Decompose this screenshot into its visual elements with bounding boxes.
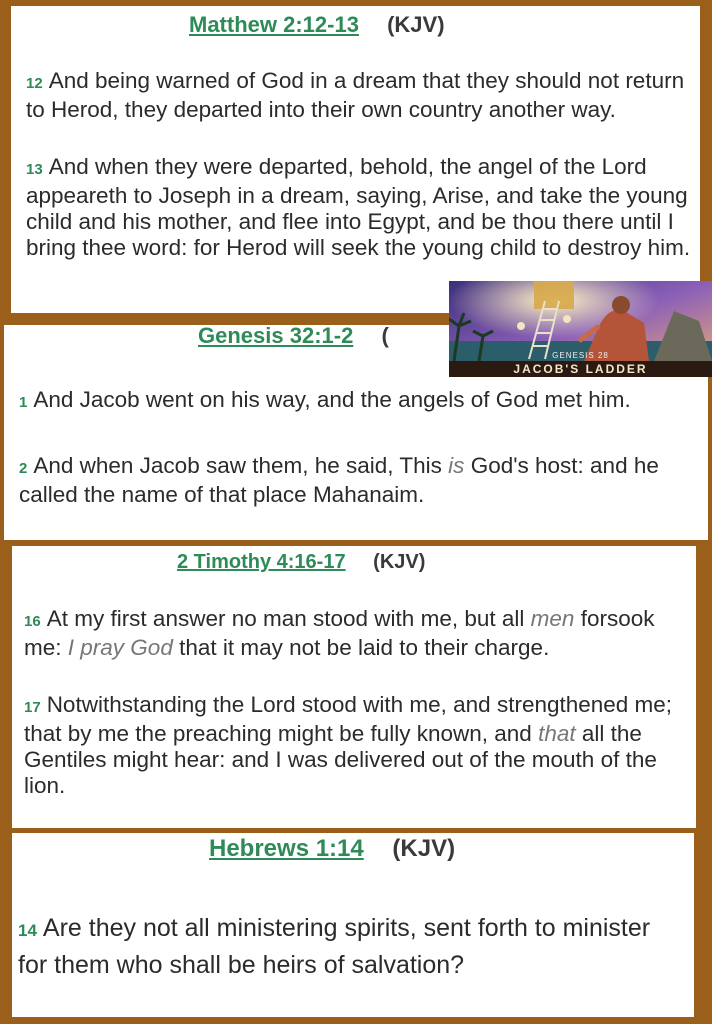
verse-text: Are they not all ministering spirits, sent forth to minister for them who shall be heirs of salvation? — [18, 914, 651, 979]
verse-italic: is — [448, 453, 465, 478]
verse-number: 17 — [24, 699, 41, 716]
verse-number: 1 — [19, 394, 28, 411]
verse — [19, 387, 704, 416]
verse-text: And when Jacob saw them, he said, This — [33, 453, 442, 478]
verse-number: 12 — [26, 75, 43, 92]
verse-text: God's host: and he called the name of that place Mahanaim. — [19, 453, 659, 507]
version-label: (KJV) — [392, 835, 456, 862]
reference-link[interactable]: Hebrews 1:14 — [209, 835, 364, 862]
reference-link[interactable]: 2 Timothy 4:16-17 — [177, 551, 346, 573]
verse-text: forsook me: — [24, 606, 655, 660]
passage-header — [198, 323, 389, 349]
verse-text: Notwithstanding the Lord stood with me, and strengthened me; that by me the preaching might be fully known, and — [24, 692, 673, 746]
verse — [18, 911, 686, 983]
version-label: (KJV) — [373, 551, 426, 573]
verse-text: And when they were departed, behold, the angel of the Lord appeareth to Joseph in a dream, saying, Arise, and take the young child and his mother, and flee into Egypt, and be thou there until I bring thee word: for Herod will seek the young child to destroy him. — [26, 154, 691, 260]
verse-text: At my first answer no man stood with me, but all — [46, 606, 525, 631]
verse-number: 13 — [26, 161, 43, 178]
verse-italic: men — [530, 606, 575, 631]
verse-number: 16 — [24, 613, 41, 630]
verse-number: 14 — [18, 921, 37, 940]
verse — [26, 68, 696, 123]
verse — [26, 154, 691, 261]
version-label: ( — [381, 323, 389, 348]
passage-header — [177, 551, 425, 574]
passage-header — [189, 12, 445, 38]
thumbnail-title: JACOB'S LADDER — [449, 361, 712, 377]
verse-text: And being warned of God in a dream that they should not return to Herod, they departed into their own country another way. — [26, 68, 685, 122]
passage-card-matthew — [11, 6, 700, 313]
version-label: (KJV) — [387, 12, 445, 37]
verse — [24, 606, 692, 661]
verse-text: And Jacob went on his way, and the angels of God met him. — [33, 387, 631, 412]
verse-text: all the Gentiles might hear: and I was delivered out of the mouth of the lion. — [24, 721, 657, 798]
jacobs-ladder-thumbnail[interactable] — [449, 281, 712, 377]
thumbnail-subtitle: GENESIS 28 — [552, 351, 609, 360]
passage-card-hebrews — [12, 833, 694, 1017]
verse — [24, 692, 692, 799]
passage-card-timothy — [12, 546, 696, 828]
verse-italic: I pray God — [67, 635, 173, 660]
verse-number: 2 — [19, 460, 28, 477]
reference-link[interactable]: Matthew 2:12-13 — [189, 12, 359, 37]
verse — [19, 453, 704, 508]
passage-header — [209, 835, 455, 863]
verse-text: that it may not be laid to their charge. — [179, 635, 550, 660]
verse-italic: that — [538, 721, 576, 746]
reference-link[interactable]: Genesis 32:1-2 — [198, 323, 354, 348]
